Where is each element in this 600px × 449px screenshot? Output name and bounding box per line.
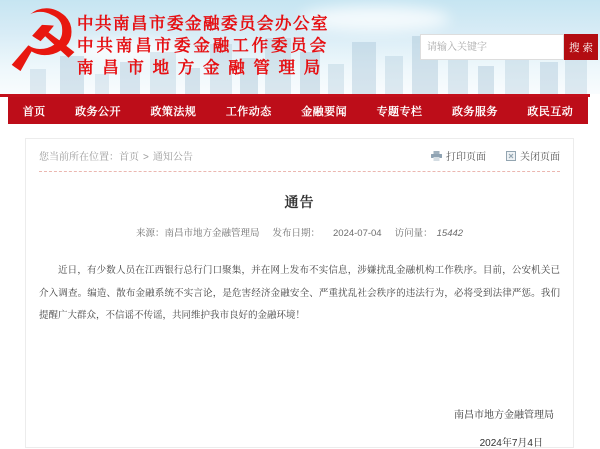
breadcrumb-current-link[interactable]: 通知公告 xyxy=(152,152,193,163)
org-title-line: 中共南昌市委金融委员会办公室 xyxy=(77,15,329,33)
nav-item-interaction[interactable]: 政民互动 xyxy=(527,105,574,118)
nav-item-services[interactable]: 政务服务 xyxy=(451,105,498,118)
breadcrumb-prefix: 您当前所在位置： xyxy=(39,152,119,163)
close-page-label: 关闭页面 xyxy=(520,152,560,163)
nav-item-finance-news[interactable]: 金融要闻 xyxy=(301,105,348,118)
main-nav xyxy=(8,97,588,124)
article-signature: 南昌市地方金融管理局 xyxy=(454,409,554,421)
views-value: 15442 xyxy=(436,228,464,239)
source-value: 南昌市地方金融管理局 xyxy=(164,228,260,239)
breadcrumb xyxy=(39,148,193,163)
printer-icon xyxy=(431,151,442,161)
breadcrumb-row xyxy=(26,139,573,171)
article-meta xyxy=(39,225,560,239)
article-title: 通告 xyxy=(284,194,315,210)
nav-item-topics[interactable]: 专题专栏 xyxy=(376,105,423,118)
print-page-button[interactable] xyxy=(431,148,486,163)
views-label: 访问量： xyxy=(394,228,433,239)
org-title-line: 中共南昌市委金融工作委员会 xyxy=(77,37,330,55)
header-banner xyxy=(0,0,600,94)
article-body: 近日，有少数人员在江西银行总行门口聚集，并在网上发布不实信息，涉嫌扰乱金融机构工作秩序。目前，公安机关已介入调查。编造、散布金融系统不实言论，是危害经济金融安全、严重扰乱社会秩序的违法行为，必将受到法律严惩。我们提醒广大群众，不信谣不传谣，共同维护我市良好的金融环境！ xyxy=(39,265,560,321)
print-page-label: 打印页面 xyxy=(446,152,486,163)
org-title-line: 南昌市地方金融管理局 xyxy=(77,59,329,77)
site-title-block xyxy=(77,13,329,79)
site-search xyxy=(420,34,598,60)
close-icon xyxy=(506,151,516,161)
nav-item-work-news[interactable]: 工作动态 xyxy=(225,105,272,118)
search-button[interactable]: 搜 索 xyxy=(564,34,598,60)
breadcrumb-home-link[interactable]: 首页 xyxy=(119,152,139,163)
party-emblem-icon: ☭ xyxy=(4,0,82,92)
article xyxy=(26,172,573,449)
publish-date-value: 2024-07-04 xyxy=(333,228,382,239)
nav-item-policies[interactable]: 政策法规 xyxy=(150,105,197,118)
content-panel xyxy=(25,138,574,448)
close-page-button[interactable] xyxy=(506,148,560,163)
page-tools xyxy=(431,148,560,163)
article-sign-date: 2024年7月4日 xyxy=(479,437,543,449)
publish-date-label: 发布日期： xyxy=(272,228,320,239)
source-label: 来源： xyxy=(135,228,165,239)
breadcrumb-separator: > xyxy=(143,152,149,163)
search-input[interactable] xyxy=(420,34,564,60)
nav-item-gov-info[interactable]: 政务公开 xyxy=(75,105,122,118)
nav-item-home[interactable]: 首页 xyxy=(22,105,46,118)
